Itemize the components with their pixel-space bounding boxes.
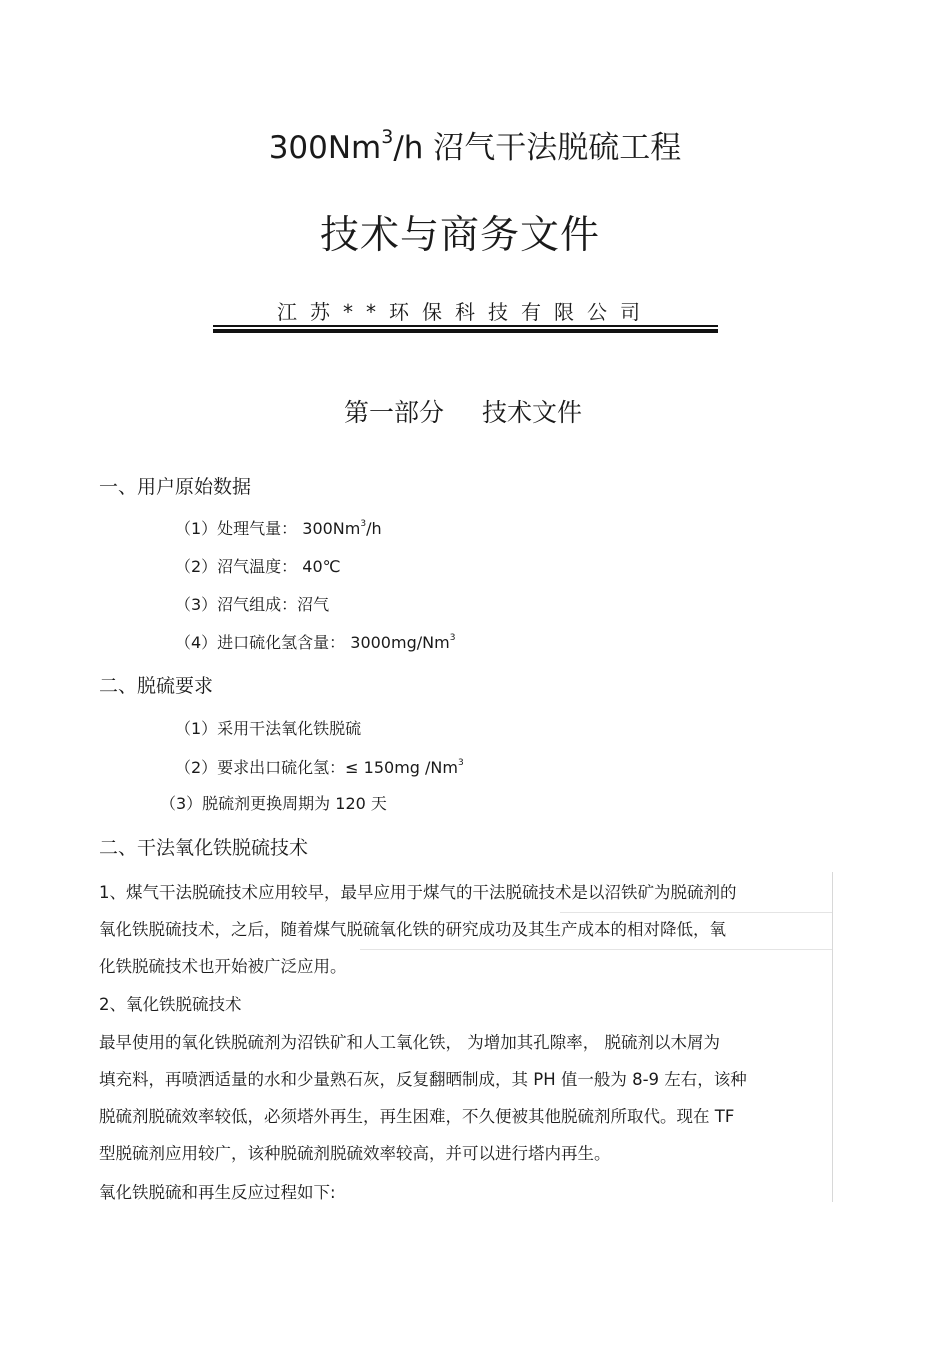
list-item-text: （1）采用干法氧化铁脱硫	[175, 719, 362, 738]
paragraph-line: 脱硫剂脱硫效率较低，必须塔外再生，再生困难，不久便被其他脱硫剂所取代。现在 TF	[99, 1107, 735, 1126]
header-rule-thin	[213, 325, 718, 327]
list-item	[175, 554, 341, 577]
header-rule-thick	[213, 329, 718, 333]
list-item-tail: /h	[366, 519, 382, 538]
list-item	[175, 592, 329, 615]
company-name: 江苏**环保科技有限公司	[277, 300, 653, 324]
document-title-prefix: 300Nm	[268, 130, 382, 166]
paragraph-line: 填充料，再喷洒适量的水和少量熟石灰，反复翻晒制成，其 PH 值一般为 8-9 左右，该种	[99, 1070, 747, 1089]
list-item-text: （3）沼气组成：沼气	[175, 595, 330, 614]
row-divider	[360, 949, 832, 950]
sub-heading: 2、氧化铁脱硫技术	[99, 995, 242, 1014]
paragraph-line: 最早使用的氧化铁脱硫剂为沼铁矿和人工氧化铁， 为增加其孔隙率， 脱硫剂以木屑为	[99, 1033, 720, 1052]
paragraph-line: 氧化铁脱硫和再生反应过程如下:	[99, 1183, 336, 1202]
paragraph-line: 1、煤气干法脱硫技术应用较早，最早应用于煤气的干法脱硫技术是以沼铁矿为脱硫剂的	[99, 883, 737, 902]
paragraph-line: 氧化铁脱硫技术，之后，随着煤气脱硫氧化铁的研究成功及其生产成本的相对降低，氧	[99, 920, 726, 939]
document-title	[0, 122, 950, 167]
document-title-superscript: 3	[381, 125, 394, 148]
list-item-text: （3）脱硫剂更换周期为 120 天	[160, 794, 387, 813]
list-item	[175, 630, 455, 653]
document-subtitle: 技术与商务文件	[319, 213, 600, 258]
list-item-text: （2）沼气温度： 40℃	[175, 557, 341, 576]
part-label: 第一部分	[343, 398, 444, 427]
list-item-text: （1）处理气量： 300Nm	[175, 519, 361, 538]
paragraph-line: 化铁脱硫技术也开始被广泛应用。	[99, 957, 347, 976]
list-item-text: （2）要求出口硫化氢：≤ 150mg /Nm	[175, 758, 458, 777]
list-item	[160, 791, 387, 814]
section-heading-user-data: 一、用户原始数据	[99, 476, 252, 498]
section-heading-technology: 二、干法氧化铁脱硫技术	[99, 837, 309, 859]
part-name: 技术文件	[482, 398, 583, 427]
page-margin-line	[832, 872, 833, 1202]
list-item-text: （4）进口硫化氢含量： 3000mg/Nm	[175, 633, 450, 652]
list-item-superscript: 3	[360, 519, 367, 529]
list-item-superscript: 3	[449, 633, 456, 643]
list-item	[175, 716, 361, 739]
part-heading	[0, 393, 926, 429]
list-item-superscript: 3	[458, 758, 464, 768]
list-item	[175, 755, 464, 778]
list-item	[175, 516, 382, 539]
paragraph-line: 型脱硫剂应用较广，该种脱硫剂脱硫效率较高，并可以进行塔内再生。	[99, 1144, 611, 1163]
row-divider	[560, 912, 832, 913]
document-title-suffix: /h 沼气干法脱硫工程	[393, 130, 682, 166]
section-heading-requirements: 二、脱硫要求	[99, 675, 214, 697]
